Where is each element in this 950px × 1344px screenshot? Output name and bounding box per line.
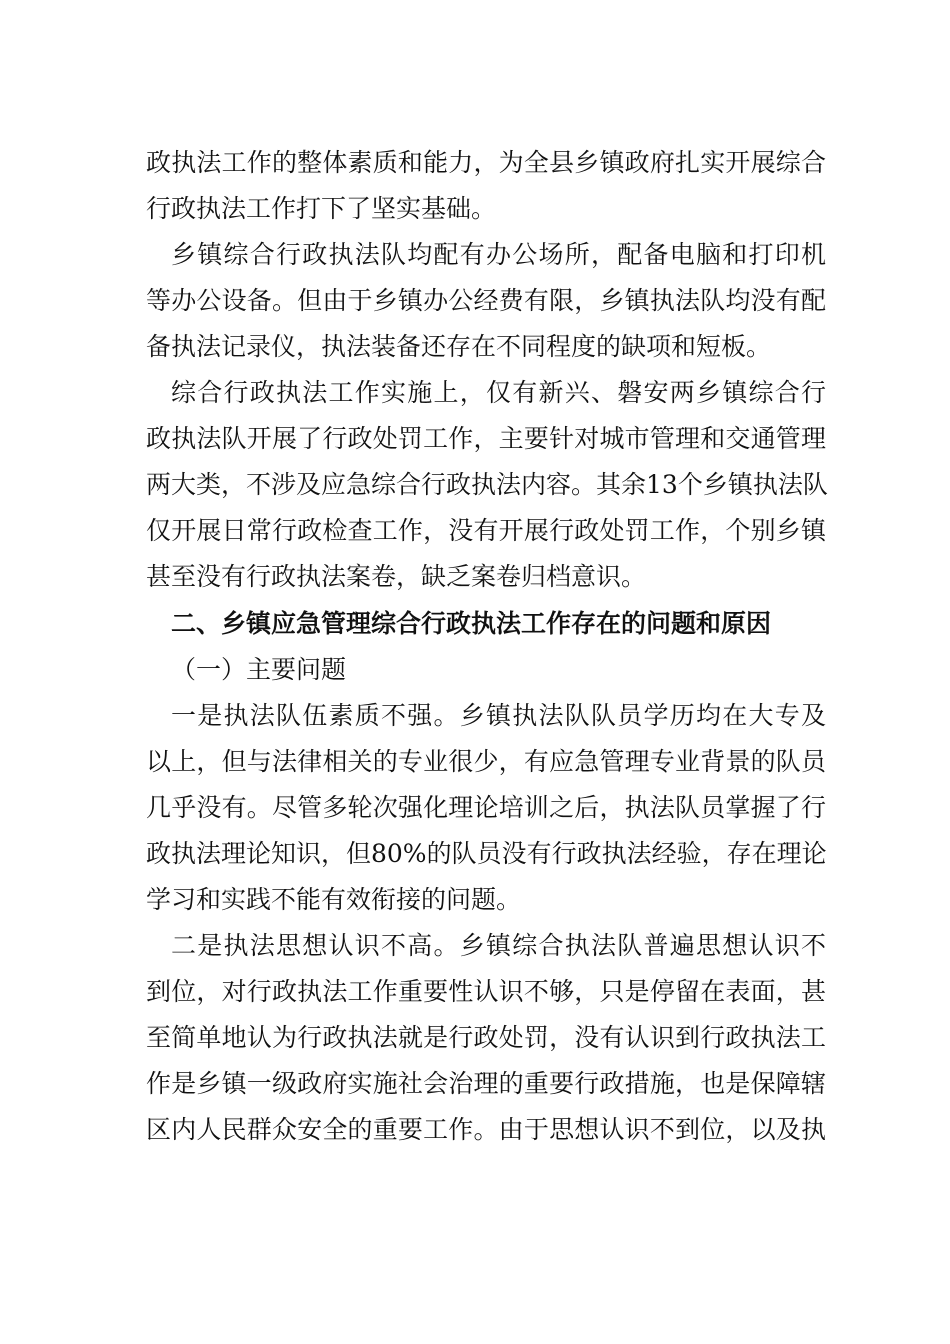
body-line: 作是乡镇一级政府实施社会治理的重要行政措施，也是保障辖: [146, 1069, 826, 1098]
paragraph-text: 乡镇执法队队员学历均在大专及: [459, 701, 826, 730]
subsection-heading: （一）主要问题: [171, 655, 347, 684]
body-line: 乡镇综合行政执法队均配有办公场所，配备电脑和打印机: [171, 240, 826, 269]
section-heading: 二、乡镇应急管理综合行政执法工作存在的问题和原因: [171, 609, 772, 638]
body-line: 政执法理论知识，但80%的队员没有行政执法经验，存在理论: [146, 839, 827, 868]
body-line: 综合行政执法工作实施上，仅有新兴、磐安两乡镇综合行: [171, 378, 826, 407]
body-line: 两大类，不涉及应急综合行政执法内容。其余13个乡镇执法队: [146, 470, 828, 499]
body-line: 区内人民群众安全的重要工作。由于思想认识不到位，以及执: [146, 1115, 826, 1144]
paragraph-lead: 二是执法思想认识不高。: [171, 931, 460, 960]
body-line: 以上，但与法律相关的专业很少，有应急管理专业背景的队员: [146, 747, 826, 776]
body-line: 至简单地认为行政执法就是行政处罚，没有认识到行政执法工: [146, 1023, 826, 1052]
body-line: 几乎没有。尽管多轮次强化理论培训之后，执法队员掌握了行: [146, 793, 826, 822]
body-line: 行政执法工作打下了坚实基础。: [146, 194, 497, 223]
body-line: 政执法队开展了行政处罚工作，主要针对城市管理和交通管理: [146, 424, 826, 453]
paragraph-text: 乡镇综合执法队普遍思想认识不: [459, 931, 826, 960]
body-line: [171, 693, 826, 739]
body-line: 甚至没有行政执法案卷，缺乏案卷归档意识。: [146, 562, 647, 591]
paragraph-lead: 一是执法队伍素质不强。: [171, 701, 460, 730]
body-line: 备执法记录仪，执法装备还存在不同程度的缺项和短板。: [146, 332, 772, 361]
body-line: 仅开展日常行政检查工作，没有开展行政处罚工作，个别乡镇: [146, 516, 826, 545]
body-line: [171, 923, 826, 969]
body-line: 政执法工作的整体素质和能力，为全县乡镇政府扎实开展综合: [146, 148, 826, 177]
body-line: 等办公设备。但由于乡镇办公经费有限，乡镇执法队均没有配: [146, 286, 826, 315]
body-line: 学习和实践不能有效衔接的问题。: [146, 885, 522, 914]
body-line: 到位，对行政执法工作重要性认识不够，只是停留在表面，甚: [146, 977, 826, 1006]
